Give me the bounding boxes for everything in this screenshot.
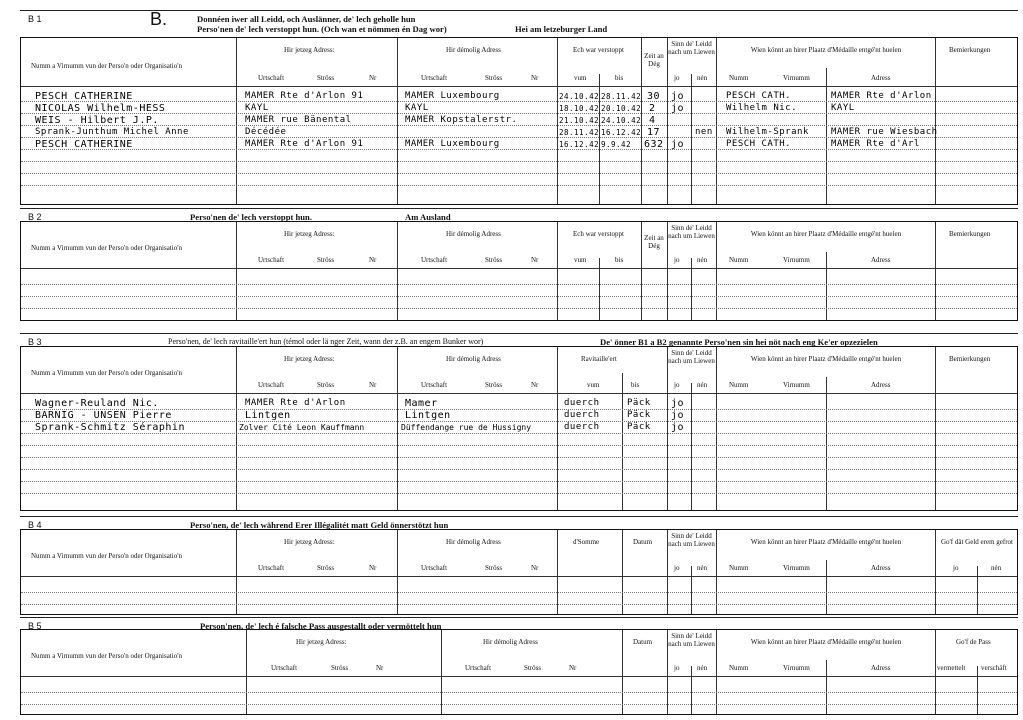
col-header-old-address: Hir démolig Adress xyxy=(446,230,501,238)
col-header-old-address: Hir démolig Adress xyxy=(446,538,501,546)
col-header-stross: Ströss xyxy=(317,381,335,389)
col-header-old-address: Hir démolig Adress xyxy=(446,46,501,54)
row-medal-name: Wilhelm-Sprank xyxy=(726,127,809,137)
row-bis: Päck xyxy=(627,398,651,408)
col-header-zeit: Zeit an Dég xyxy=(644,234,664,250)
table-b2 xyxy=(20,221,1018,321)
section-b1 xyxy=(20,10,1018,206)
row-bis: Päck xyxy=(627,410,651,420)
col-header-uertschaft: Urtschaft xyxy=(271,664,298,672)
row-old-address: MAMER Kopstalerstr. xyxy=(405,115,518,125)
col-header-numm: Numm xyxy=(729,381,749,389)
col-header-stross: Ströss xyxy=(485,381,503,389)
row-bis: 20.10.42 xyxy=(601,104,642,113)
row-medal-place: MAMER Rte d'Arlon xyxy=(831,91,932,101)
col-header-adress: Adress xyxy=(871,256,891,264)
row-old-address: Mamer xyxy=(405,398,438,409)
col-header-nr: Nr xyxy=(369,74,377,82)
col-header-name: Numm a Virnumm vun der Perso'n oder Organisatio'n xyxy=(31,244,182,252)
col-header-nr: Nr xyxy=(369,381,377,389)
col-header-name: Numm a Virnumm vun der Perso'n oder Organisatio'n xyxy=(31,552,182,560)
row-now-address: Zolver Cité Leon Kauffmann xyxy=(239,423,365,432)
col-header-now-address: Hir jetzeg Adress: xyxy=(284,355,335,363)
col-header-virnumm: Virnumm xyxy=(783,564,810,572)
col-header-remarks: Bemierkungen xyxy=(949,355,991,363)
col-header-numm: Numm xyxy=(729,256,749,264)
col-header-adress: Adress xyxy=(871,381,891,389)
col-header-uertschaft: Urtschaft xyxy=(421,256,448,264)
table-b3 xyxy=(20,346,1018,511)
col-header-medal: Wien könnt an hirer Plaatz d'Médaille entgé'nt huelen xyxy=(750,355,902,363)
row-name: WEIS - Hilbert J.P. xyxy=(35,115,159,126)
table-b4 xyxy=(20,529,1018,615)
col-header-stross: Ströss xyxy=(485,256,503,264)
col-header-somme: d'Somme xyxy=(573,538,600,546)
row-now-address: MAMER Rte d'Arlon 91 xyxy=(245,91,364,101)
row-name: BARNIG - UNSEN Pierre xyxy=(35,410,172,421)
col-header-jo: jo xyxy=(674,664,680,672)
col-header-medal: Wien könnt an hirer Plaatz d'Médaille entgé'nt huelen xyxy=(750,538,902,546)
col-header-adress: Adress xyxy=(871,564,891,572)
row-vum: 28.11.42 xyxy=(559,128,600,137)
section-title: Perso'nen, de' lech ravitaille'ert hun (témol oder lä nger Zeit, wann der z.B. an engem Bunker wor) xyxy=(168,337,484,346)
row-jo: jo xyxy=(671,139,685,150)
row-zeit: 4 xyxy=(649,115,656,126)
section-b5 xyxy=(20,617,1018,720)
section-subtitle: De' önner B1 a B2 genannte Perso'nen sin hei nöt nach eng Ke'er opzezielen xyxy=(600,337,878,347)
col-header-sinn: Sinn de' Leidd nach um Liewen xyxy=(668,632,715,648)
row-jo: jo xyxy=(671,103,685,114)
row-now-address: MAMER Rte d'Arlon xyxy=(245,398,346,408)
col-header-nen: nén xyxy=(697,664,708,672)
col-header-gof: Go'f de Pass xyxy=(956,638,991,646)
col-header-adress: Adress xyxy=(871,74,891,82)
col-header-numm: Numm xyxy=(729,664,749,672)
row-now-address: Lintgen xyxy=(245,410,291,421)
col-header-uertschaft: Urtschaft xyxy=(258,256,285,264)
row-bis: 16.12.42 xyxy=(601,128,642,137)
row-bis: 28.11.42 xyxy=(601,92,642,101)
row-vum: duerch xyxy=(564,398,600,408)
col-header-jo: jo xyxy=(953,564,959,572)
col-header-hidden: Ech war verstoppt xyxy=(573,46,624,54)
col-header-nr: Nr xyxy=(369,564,377,572)
section-b4 xyxy=(20,516,1018,616)
col-header-stross: Ströss xyxy=(317,74,335,82)
section-subtitle: Am Ausland xyxy=(405,212,451,222)
section-title: Perso'nen, de' lech während Erer Illégalitét matt Geld önnerstötzt hun xyxy=(190,520,449,530)
col-header-gof: Go'f dät Geld erem gefrot xyxy=(940,538,1013,546)
section-code: B 5 xyxy=(28,621,42,631)
col-header-remarks: Bemierkungen xyxy=(949,230,991,238)
col-header-uertschaft: Urtschaft xyxy=(421,74,448,82)
section-subtitle: Perso'nen de' lech verstoppt hun. (Och wan et nömmen én Dag wor) xyxy=(197,24,447,34)
col-header-datum: Datum xyxy=(633,638,653,646)
col-header-now-address: Hir jetzeg Adress: xyxy=(284,46,335,54)
row-zeit: 632 xyxy=(644,139,664,150)
col-header-zeit: Zeit an Dég xyxy=(644,52,664,68)
col-header-stross: Ströss xyxy=(317,564,335,572)
section-subtitle-location: Hei am letzeburger Land xyxy=(515,24,608,34)
row-name: Wagner-Reuland Nic. xyxy=(35,398,159,409)
col-header-nen: nén xyxy=(697,256,708,264)
table-b5 xyxy=(20,629,1018,715)
col-header-vum: vum xyxy=(587,381,600,389)
row-medal-name: PESCH CATH. xyxy=(726,91,792,101)
col-header-sinn: Sinn de' Leidd nach um Liewen xyxy=(668,349,715,365)
row-medal-place: KAYL xyxy=(831,103,855,113)
col-header-jo: jo xyxy=(674,381,680,389)
table-b1 xyxy=(20,37,1018,205)
row-bis: 9.9.42 xyxy=(601,140,632,149)
col-header-nr: Nr xyxy=(376,664,384,672)
col-header-name: Numm a Virnumm vun der Perso'n oder Organisatio'n xyxy=(31,369,182,377)
col-header-nen: nén xyxy=(991,564,1002,572)
section-code: B 1 xyxy=(28,14,42,24)
col-header-stross: Ströss xyxy=(317,256,335,264)
row-zeit: 30 xyxy=(647,91,661,102)
col-header-stross: Ströss xyxy=(485,74,503,82)
col-header-virnumm: Virnumm xyxy=(783,381,810,389)
section-b3 xyxy=(20,333,1018,513)
col-header-now-address: Hir jetzeg Adress: xyxy=(284,538,335,546)
row-zeit: 17 xyxy=(647,127,661,138)
row-zeit: 2 xyxy=(649,103,656,114)
row-now-address: KAYL xyxy=(245,103,269,113)
col-header-stross: Ströss xyxy=(331,664,349,672)
col-header-medal: Wien könnt an hirer Plaatz d'Médaille entgé'nt huelen xyxy=(750,230,902,238)
col-header-uertschaft: Urtschaft xyxy=(258,74,285,82)
col-header-uertschaft: Urtschaft xyxy=(421,381,448,389)
row-name: Sprank-Junthum Michel Anne xyxy=(35,127,189,137)
row-vum: duerch xyxy=(564,422,600,432)
col-header-sinn: Sinn de' Leidd nach um Liewen xyxy=(668,40,715,56)
col-header-uertschaft: Urtschaft xyxy=(465,664,492,672)
row-old-address: Lintgen xyxy=(405,410,451,421)
col-header-nr: Nr xyxy=(531,74,539,82)
row-medal-name: Wilhelm Nic. xyxy=(726,103,798,113)
col-header-virnumm: Virnumm xyxy=(783,256,810,264)
col-header-remarks: Bemierkungen xyxy=(949,46,991,54)
row-nen: nen xyxy=(695,127,713,137)
section-code: B 2 xyxy=(28,212,42,222)
row-vum: 24.10.42 xyxy=(559,92,600,101)
col-header-bis: bis xyxy=(615,256,624,264)
section-code: B 4 xyxy=(28,520,42,530)
row-old-address: Düffendange rue de Hussigny xyxy=(401,423,532,432)
col-header-medal: Wien könnt an hirer Plaatz d'Médaille entgé'nt huelen xyxy=(750,638,902,646)
col-header-vum: vum xyxy=(574,74,587,82)
row-jo: jo xyxy=(671,398,685,409)
col-header-vum: vum xyxy=(574,256,587,264)
col-header-uertschaft: Urtschaft xyxy=(421,564,448,572)
col-header-hidden: Ech war verstoppt xyxy=(573,230,624,238)
row-vum: 18.10.42 xyxy=(559,104,600,113)
row-vum: 16.12.42 xyxy=(559,140,600,149)
row-name: PESCH CATHERINE xyxy=(35,139,133,150)
col-header-old-address: Hir démolig Adress xyxy=(483,638,538,646)
row-medal-place: MAMER rue Wiesbach xyxy=(831,127,938,137)
col-header-datum: Datum xyxy=(633,538,653,546)
section-b2 xyxy=(20,208,1018,323)
section-letter: B. xyxy=(150,9,168,29)
col-header-nen: nén xyxy=(697,74,708,82)
row-medal-place: MAMER Rte d'Arl xyxy=(831,139,920,149)
col-header-stross: Ströss xyxy=(485,564,503,572)
col-header-nr: Nr xyxy=(531,256,539,264)
col-header-nen: nén xyxy=(697,381,708,389)
row-jo: jo xyxy=(671,422,685,433)
row-now-address: MAMER rue Bänental xyxy=(245,115,352,125)
col-header-bis: bis xyxy=(615,74,624,82)
col-header-sinn: Sinn de' Leidd nach um Liewen xyxy=(668,532,715,548)
row-jo: jo xyxy=(671,410,685,421)
col-header-nr: Nr xyxy=(531,564,539,572)
col-header-bis: bis xyxy=(631,381,640,389)
section-code: B 3 xyxy=(28,337,42,347)
row-jo: jo xyxy=(671,91,685,102)
col-header-uertschaft: Urtschaft xyxy=(258,564,285,572)
col-header-ravitailleert: Ravitaille'ert xyxy=(581,355,617,363)
col-header-uertschaft: Urtschaft xyxy=(258,381,285,389)
row-now-address: Décédée xyxy=(245,127,287,137)
col-header-nr: Nr xyxy=(369,256,377,264)
row-bis: 24.10.42 xyxy=(601,116,642,125)
col-header-jo: jo xyxy=(674,74,680,82)
row-old-address: MAMER Luxembourg xyxy=(405,139,500,149)
col-header-vermettelt: vermettelt xyxy=(937,664,966,672)
col-header-jo: jo xyxy=(674,256,680,264)
col-header-medal: Wien könnt an hirer Plaatz d'Médaille entgé'nt huelen xyxy=(750,46,902,54)
row-name: NICOLAS Wilhelm-HESS xyxy=(35,103,166,114)
section-title: Donnéen iwer all Leidd, och Auslänner, de' lech geholle hun xyxy=(197,14,416,24)
col-header-nen: nén xyxy=(697,564,708,572)
row-name: Sprank-Schmitz Séraphin xyxy=(35,422,185,433)
row-now-address: MAMER Rte d'Arlon 91 xyxy=(245,139,364,149)
row-medal-name: PESCH CATH. xyxy=(726,139,792,149)
row-bis: Päck xyxy=(627,422,651,432)
col-header-numm: Numm xyxy=(729,74,749,82)
col-header-sinn: Sinn de' Leidd nach um Liewen xyxy=(668,224,715,240)
col-header-name: Numm a Virnumm vun der Perso'n oder Organisatio'n xyxy=(31,652,182,660)
row-old-address: KAYL xyxy=(405,103,429,113)
col-header-name: Numm a Virnumm vun der Perso'n oder Organisatio'n xyxy=(31,62,182,70)
col-header-now-address: Hir jetzeg Adress: xyxy=(296,638,347,646)
row-vum: 21.10.42 xyxy=(559,116,600,125)
col-header-verschaft: verschäft xyxy=(981,664,1007,672)
col-header-jo: jo xyxy=(674,564,680,572)
col-header-virnumm: Virnumm xyxy=(783,74,810,82)
row-old-address: MAMER Luxembourg xyxy=(405,91,500,101)
col-header-nr: Nr xyxy=(569,664,577,672)
section-title: Perso'nen de' lech verstoppt hun. xyxy=(190,212,312,222)
row-name: PESCH CATHERINE xyxy=(35,91,133,102)
col-header-now-address: Hir jetzeg Adress: xyxy=(284,230,335,238)
row-vum: duerch xyxy=(564,410,600,420)
col-header-virnumm: Virnumm xyxy=(783,664,810,672)
col-header-stross: Ströss xyxy=(524,664,542,672)
col-header-numm: Numm xyxy=(729,564,749,572)
col-header-adress: Adress xyxy=(871,664,891,672)
col-header-old-address: Hir démolig Adress xyxy=(446,355,501,363)
col-header-nr: Nr xyxy=(531,381,539,389)
section-title: Person'nen, de' lech é falsche Pass ausgestallt oder vermöttelt hun xyxy=(200,621,442,631)
